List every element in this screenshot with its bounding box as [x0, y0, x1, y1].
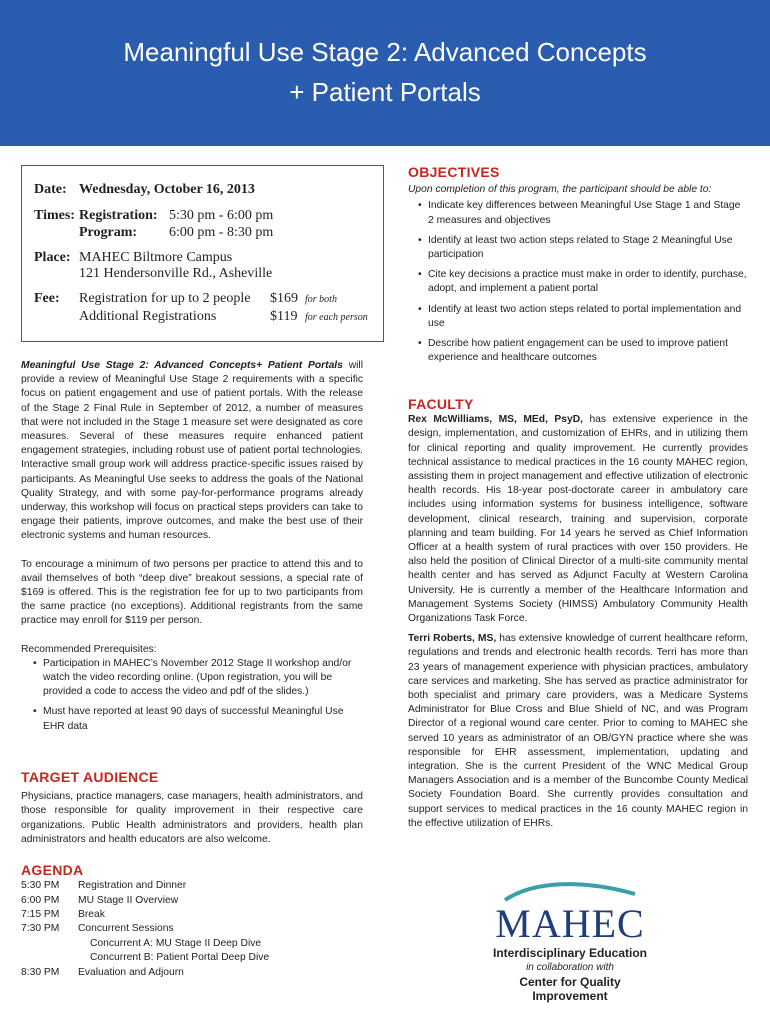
logo-center: Center for Quality Improvement	[519, 975, 621, 1003]
intro-paragraph-2: To encourage a minimum of two persons per practice to attend this and to avail themselves of both “deep dive” breakout sessions, a special rate of $169 is offered. This is the registration fee for up to two participants from the same practice (no exceptions). Additional registrants from the same practice may enroll for $119 per person.	[21, 558, 363, 627]
fee-note2: for each person	[305, 312, 368, 323]
faculty-section	[408, 397, 748, 831]
logo-tagline: Interdisciplinary Education	[492, 946, 648, 960]
fee-note1: for both	[305, 294, 337, 305]
agenda-time: 7:30 PM	[21, 923, 60, 935]
agenda-item: Evaluation and Adjourn	[78, 966, 184, 978]
list-item: • Cite key decisions a practice must make in order to identify, purchase, adopt, and implement a patient portal	[428, 268, 748, 296]
objectives-list	[408, 199, 748, 365]
agenda-subitem: Concurrent B: Patient Portal Deep Dive	[90, 952, 270, 964]
agenda-row	[21, 922, 363, 936]
faculty-heading: FACULTY	[408, 396, 474, 412]
prereq-list	[21, 657, 363, 734]
objectives-heading: OBJECTIVES	[408, 164, 500, 180]
faculty-name-rex: Rex McWilliams, MS, MEd, PsyD,	[408, 414, 584, 426]
fee-line1: Registration for up to 2 people	[79, 291, 251, 306]
fee-line2: Additional Registrations	[79, 309, 217, 324]
program-label: Program:	[79, 225, 138, 240]
faculty-bio-terri-text: has extensive knowledge of current healthcare reform, regulations and trends and electronic health records. Terri has more than 23 years of management experience with physician practices, ambulatory care services and marketing. She has served as practice administrator for both specialist and primary care providers, was a Medicare Systems Administrator for Blue Cross and Blue Shield of NC, and was Program Director of a regional wound care center. Prior to coming to MAHEC she served 10 years as administrator of an OB/GYN practice where she was responsible for EHR assessment, implementation, updating and integration. She is the current President of the WNC Medical Group Managers Association and is a member of the Buncombe County Medical Society Foundation Board. She currently provides consultation and support services to medical practices in the 16 county MAHEC region in the effective utilization of EHRs.	[408, 633, 748, 829]
place-label: Place:	[34, 250, 71, 265]
fee-price1: $169	[270, 291, 298, 306]
agenda-item: Break	[78, 908, 105, 920]
agenda-item: MU Stage II Overview	[78, 894, 179, 906]
objectives-section	[408, 165, 748, 371]
fee-price2: $119	[270, 309, 298, 324]
agenda-item: Registration and Dinner	[78, 880, 187, 892]
logo-wordmark: MAHEC	[495, 901, 645, 946]
times-label: Times:	[34, 208, 75, 223]
agenda-time: 6:00 PM	[21, 894, 60, 906]
target-audience-text: Physicians, practice managers, case managers, health administrators, and those responsible for quality improvement in their respective care organizations. Public Health administrators and providers, health plan administrators and health educators are also welcome.	[21, 791, 363, 845]
intro-paragraph-1	[21, 359, 363, 544]
logo-collab: in collaboration with	[526, 962, 614, 973]
agenda-time: 5:30 PM	[21, 880, 60, 892]
registration-time: 5:30 pm - 6:00 pm	[169, 208, 274, 223]
logo-swoosh-icon	[495, 880, 645, 902]
agenda-time: 7:15 PM	[21, 908, 60, 920]
list-item: • Must have reported at least 90 days of successful Meaningful Use EHR data	[43, 705, 363, 733]
agenda-row	[21, 908, 363, 922]
fee-label: Fee:	[34, 291, 60, 306]
agenda-item: Concurrent Sessions	[78, 923, 174, 935]
agenda-section	[21, 863, 363, 980]
list-item: • Identify at least two action steps related to Stage 2 Meaningful Use participation	[428, 234, 748, 262]
intro-section	[21, 359, 363, 740]
list-item: • Indicate key differences between Meaningful Use Stage 1 and Stage 2 measures and objectives	[428, 199, 748, 227]
place-line2: 121 Hendersonville Rd., Asheville	[79, 266, 273, 281]
intro-paragraph-1-text: will provide a review of Meaningful Use Stage 2 requirements with a specific focus on patient engagement and use of patient portals. With the release of the Stage 2 Final Rule in September of 2012, a number of measures that were not included in the Stage 1 measure set were designated as core measures. Several of these measures require enhanced patient engagement strategies, including robust use of patient portal technologies. Interactive small group work will address practice-specific issues raised by participants. As Meaningful Use seeks to address the goals of the National Quality Strategy, and with some pay-for-performance programs already underway, this workshop will focus on practical steps providers can take to engage their patients, improve outcomes, and make the best use of their electronic systems and human resources.	[21, 360, 363, 542]
target-audience-heading: TARGET AUDIENCE	[21, 769, 159, 785]
agenda-subitem: Concurrent A: MU Stage II Deep Dive	[90, 937, 262, 949]
agenda-row	[21, 879, 363, 893]
agenda-row	[21, 951, 363, 965]
prereq-heading: Recommended Prerequisites:	[21, 643, 157, 655]
registration-label: Registration:	[79, 208, 158, 223]
page-title	[0, 0, 770, 112]
faculty-bio-rex	[408, 413, 748, 626]
list-item: • Describe how patient engagement can be used to improve patient experience and healthcare outcomes	[428, 337, 748, 365]
mahec-logo	[480, 880, 660, 1003]
date-label: Date:	[34, 182, 67, 197]
event-info-box	[21, 165, 384, 342]
agenda-row	[21, 894, 363, 908]
title-banner	[0, 0, 770, 146]
intro-lead: Meaningful Use Stage 2: Advanced Concepts+ Patient Portals	[21, 360, 343, 371]
faculty-name-terri: Terri Roberts, MS,	[408, 633, 497, 645]
faculty-bio-terri	[408, 632, 748, 831]
agenda-list	[21, 879, 363, 980]
agenda-row	[21, 937, 363, 951]
faculty-bio-rex-text: has extensive experience in the design, implementation, and customization of EHRs, and in utilizing them for clinical reporting and quality improvement. He currently provides technical assistance to medical practices in the 16 county MAHEC region, assisting them in project management and effective utilization of electronic health records. His 18-year post-doctorate career in ambulatory care includes using information systems for business intelligence, software development, clinical research, training and supervision, corporate planning and team building. For 14 years he served as Chief Information Officer at a health system of rural practices with over 150 providers. He also held the position of Clinical Director of a multi-site community mental health center and has served as Adjunct Faculty at Western Carolina University. He is currently a member of the Healthcare Information and Management Systems Society (HIMSS) Ambulatory Community Health Organizations Task Force.	[408, 414, 749, 625]
page-title-line1: Meaningful Use Stage 2: Advanced Concepts	[123, 37, 647, 67]
target-audience-section	[21, 770, 363, 847]
agenda-heading: AGENDA	[21, 862, 84, 878]
list-item: • Participation in MAHEC’s November 2012 Stage II workshop and/or watch the video recording online. (Upon registration, you will be provided a code to access the video and pdf of the slides.)	[43, 657, 363, 700]
date-value: Wednesday, October 16, 2013	[79, 182, 255, 197]
program-time: 6:00 pm - 8:30 pm	[169, 225, 274, 240]
agenda-row	[21, 966, 363, 980]
agenda-time: 8:30 PM	[21, 966, 60, 978]
place-line1: MAHEC Biltmore Campus	[79, 250, 233, 265]
list-item: • Identify at least two action steps related to portal implementation and use	[428, 303, 748, 331]
objectives-intro: Upon completion of this program, the participant should be able to:	[408, 184, 712, 196]
page-title-line2: + Patient Portals	[289, 77, 481, 107]
